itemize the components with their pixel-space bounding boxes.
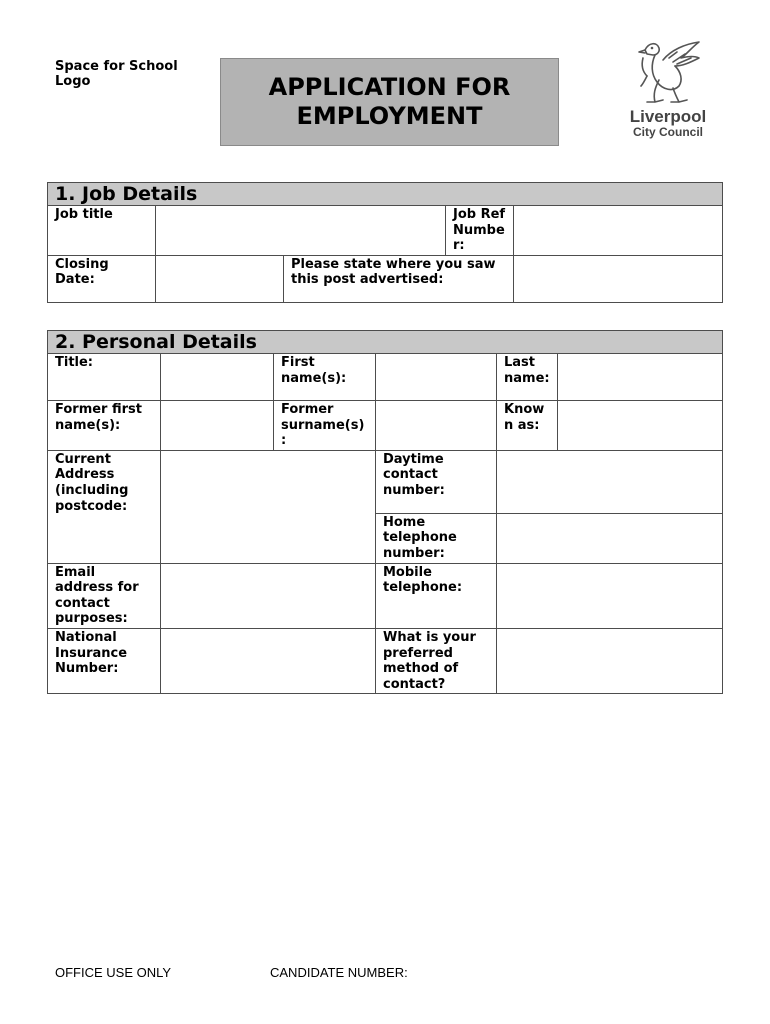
current-address-label: Current Address (including postcode: bbox=[48, 450, 161, 563]
candidate-number-label: CANDIDATE NUMBER: bbox=[270, 965, 408, 980]
council-subtitle: City Council bbox=[632, 125, 703, 139]
title-line-2: EMPLOYMENT bbox=[296, 102, 483, 130]
mobile-field[interactable] bbox=[497, 563, 723, 628]
job-title-label: Job title bbox=[48, 206, 156, 256]
closing-date-field[interactable] bbox=[156, 255, 284, 302]
liver-bird-icon bbox=[633, 36, 703, 106]
last-name-field[interactable] bbox=[558, 354, 723, 401]
current-address-field[interactable] bbox=[161, 450, 376, 563]
title-label: Title: bbox=[48, 354, 161, 401]
personal-details-table bbox=[47, 330, 723, 694]
preferred-contact-label: What is your preferred method of contact? bbox=[376, 628, 497, 693]
job-ref-label: Job Ref Number: bbox=[446, 206, 514, 256]
former-first-names-label: Former first name(s): bbox=[48, 401, 161, 451]
school-logo-placeholder: Space for School Logo bbox=[55, 59, 178, 89]
former-surnames-field[interactable] bbox=[376, 401, 497, 451]
title-line-1: APPLICATION FOR bbox=[268, 73, 511, 101]
mobile-label: Mobile telephone: bbox=[376, 563, 497, 628]
ni-number-field[interactable] bbox=[161, 628, 376, 693]
where-advertised-label: Please state where you saw this post advertised: bbox=[284, 255, 514, 302]
email-label: Email address for contact purposes: bbox=[48, 563, 161, 628]
title-field[interactable] bbox=[161, 354, 274, 401]
daytime-contact-field[interactable] bbox=[497, 450, 723, 513]
council-name: Liverpool bbox=[629, 107, 707, 126]
former-first-names-field[interactable] bbox=[161, 401, 274, 451]
ni-number-label: National Insurance Number: bbox=[48, 628, 161, 693]
home-telephone-label: Home telephone number: bbox=[376, 513, 497, 563]
job-ref-field[interactable] bbox=[514, 206, 723, 256]
council-logo bbox=[618, 36, 718, 146]
known-as-label: Known as: bbox=[497, 401, 558, 451]
personal-details-heading: 2. Personal Details bbox=[48, 331, 723, 354]
former-surnames-label: Former surname(s): bbox=[274, 401, 376, 451]
job-details-heading: 1. Job Details bbox=[48, 183, 723, 206]
first-names-field[interactable] bbox=[376, 354, 497, 401]
office-use-label: OFFICE USE ONLY bbox=[55, 965, 172, 980]
job-details-table bbox=[47, 182, 723, 303]
job-title-field[interactable] bbox=[156, 206, 446, 256]
page-title bbox=[220, 58, 559, 146]
last-name-label: Last name: bbox=[497, 354, 558, 401]
preferred-contact-field[interactable] bbox=[497, 628, 723, 693]
first-names-label: First name(s): bbox=[274, 354, 376, 401]
daytime-contact-label: Daytime contact number: bbox=[376, 450, 497, 513]
email-field[interactable] bbox=[161, 563, 376, 628]
home-telephone-field[interactable] bbox=[497, 513, 723, 563]
where-advertised-field[interactable] bbox=[514, 255, 723, 302]
known-as-field[interactable] bbox=[558, 401, 723, 451]
closing-date-label: Closing Date: bbox=[48, 255, 156, 302]
